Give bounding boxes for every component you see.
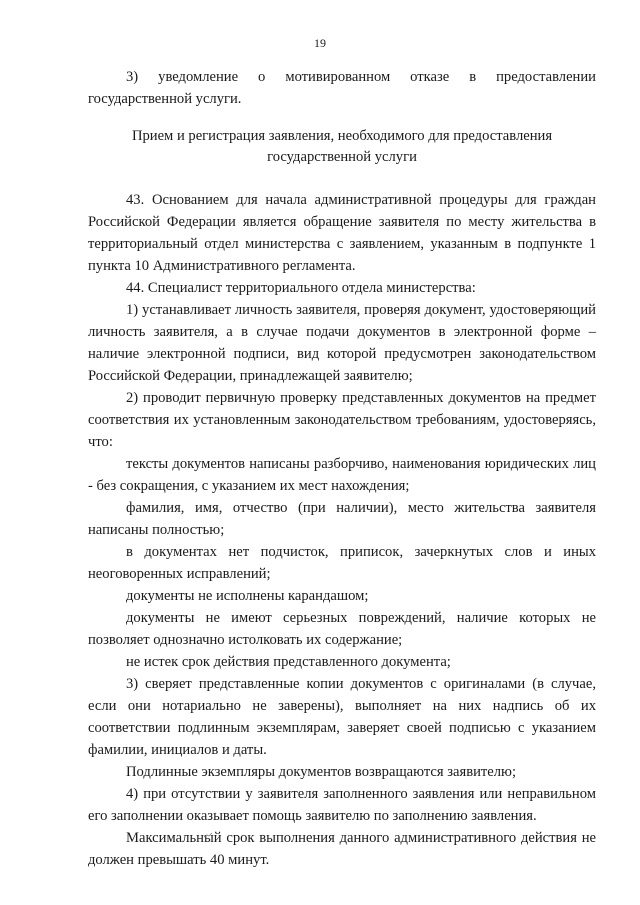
paragraph-44: 44. Специалист территориального отдела министерства: — [126, 280, 476, 296]
check-no-damage: документы не имеют серьезных повреждений, наличие которых не позволяет однозначно истолковать их содержание; — [88, 610, 596, 648]
paragraph-44-item-4: 4) при отсутствии у заявителя заполненного заявления или неправильном его заполнении оказывает помощь заявителю по заполнению заявления. — [88, 786, 596, 824]
page-number: 19 — [314, 36, 326, 50]
scan-speck-icon — [203, 832, 213, 838]
paragraph-44-item-2: 2) проводит первичную проверку представленных документов на предмет соответствия их установленным законодательством требованиям, удостоверяясь, что: — [88, 390, 596, 450]
check-not-expired: не истек срок действия представленного документа; — [126, 654, 451, 670]
check-no-pencil: документы не исполнены карандашом; — [126, 588, 369, 604]
paragraph-43: 43. Основанием для начала административной процедуры для граждан Российской Федерации является обращение заявителя по месту жительства в территориальный отдел министерства с заявлением, указанным в подпункте 1 пункта 10 Административного регламента. — [88, 192, 596, 274]
paragraph-44-item-1: 1) устанавливает личность заявителя, проверяя документ, удостоверяющий личность заявителя, а в случае подачи документов в электронной форме – наличие электронной подписи, вид которой предусмотрен законодательством Российской Федерации, принадлежащей заявителю; — [88, 302, 596, 384]
document-body — [88, 66, 596, 871]
check-no-erasures: в документах нет подчисток, приписок, зачеркнутых слов и иных неоговоренных исправлений; — [88, 544, 596, 582]
paragraph-item-3: 3) уведомление о мотивированном отказе в предоставлении государственной услуги. — [88, 69, 596, 107]
max-duration: Максимальный срок выполнения данного административного действия не должен превышать 40 минут. — [88, 830, 596, 868]
section-heading: Прием и регистрация заявления, необходимого для предоставления государственной услуги — [131, 128, 553, 165]
originals-returned: Подлинные экземпляры документов возвращаются заявителю; — [126, 764, 517, 780]
check-legible: тексты документов написаны разборчиво, наименования юридических лиц - без сокращения, с указанием их мест нахождения; — [88, 456, 596, 494]
scan-mark — [203, 832, 213, 838]
paragraph-44-item-3: 3) сверяет представленные копии документов с оригиналами (в случае, если они нотариально не заверены), выполняет на них надпись об их соответствии подлинным экземплярам, заверяет своей подписью с указанием фамилии, инициалов и даты. — [88, 676, 596, 758]
check-full-name: фамилия, имя, отчество (при наличии), место жительства заявителя написаны полностью; — [88, 500, 596, 538]
